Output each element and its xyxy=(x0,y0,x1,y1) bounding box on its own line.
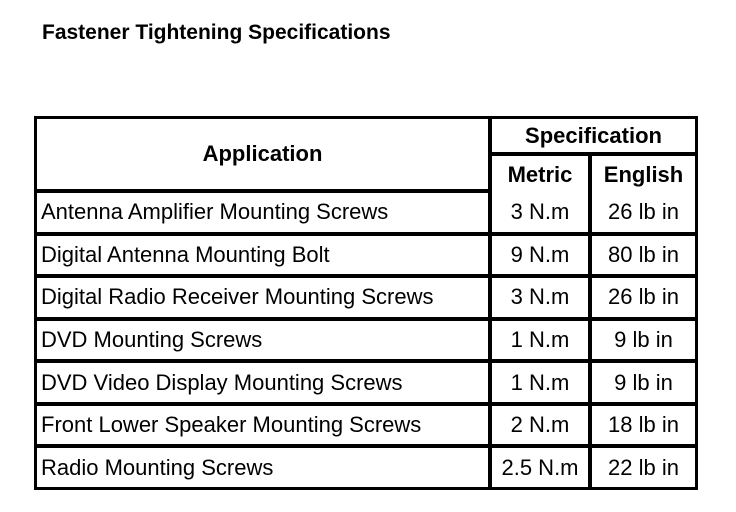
header-metric: Metric xyxy=(492,156,592,193)
cell-metric: 2 N.m xyxy=(492,406,592,449)
cell-application: Digital Radio Receiver Mounting Screws xyxy=(37,278,492,321)
table-row xyxy=(37,406,695,449)
cell-metric: 1 N.m xyxy=(492,363,592,406)
table-row xyxy=(37,278,695,321)
cell-metric: 1 N.m xyxy=(492,321,592,364)
table-row xyxy=(37,236,695,279)
cell-english: 26 lb in xyxy=(592,193,695,236)
cell-application: DVD Mounting Screws xyxy=(37,321,492,364)
cell-english: 26 lb in xyxy=(592,278,695,321)
header-application: Application xyxy=(37,119,492,193)
cell-application: Antenna Amplifier Mounting Screws xyxy=(37,193,492,236)
table-row xyxy=(37,193,695,236)
header-english: English xyxy=(592,156,695,193)
cell-metric: 3 N.m xyxy=(492,278,592,321)
cell-metric: 2.5 N.m xyxy=(492,448,592,487)
cell-english: 80 lb in xyxy=(592,236,695,279)
cell-english: 9 lb in xyxy=(592,321,695,364)
cell-application: Radio Mounting Screws xyxy=(37,448,492,487)
table-row xyxy=(37,363,695,406)
fastener-spec-table xyxy=(34,116,698,490)
cell-english: 9 lb in xyxy=(592,363,695,406)
cell-application: Front Lower Speaker Mounting Screws xyxy=(37,406,492,449)
cell-metric: 3 N.m xyxy=(492,193,592,236)
cell-english: 22 lb in xyxy=(592,448,695,487)
page-title: Fastener Tightening Specifications xyxy=(42,21,391,44)
cell-metric: 9 N.m xyxy=(492,236,592,279)
header-specification: Specification xyxy=(492,119,695,156)
table-row xyxy=(37,448,695,487)
cell-application: DVD Video Display Mounting Screws xyxy=(37,363,492,406)
cell-english: 18 lb in xyxy=(592,406,695,449)
cell-application: Digital Antenna Mounting Bolt xyxy=(37,236,492,279)
table-row xyxy=(37,321,695,364)
